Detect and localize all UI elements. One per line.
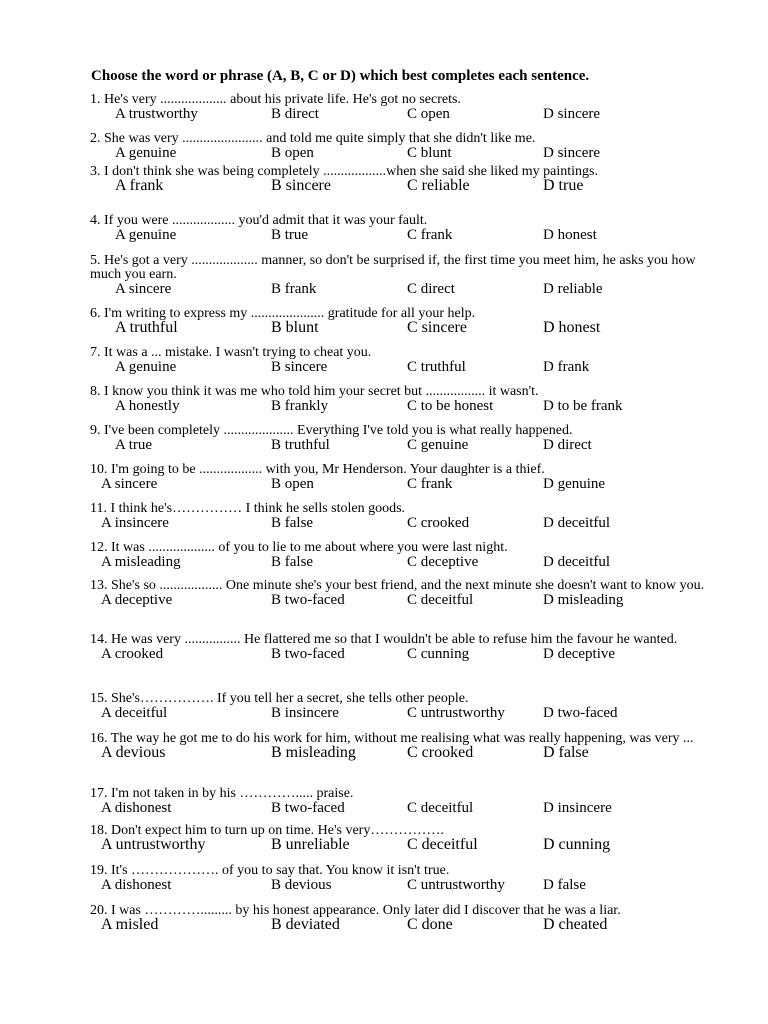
question-stem: 3. I don't think she was being completely ..................when she said she liked my paintings. [90,164,599,179]
answer-option-d: D insincere [543,800,612,816]
answer-option-d: D frank [543,359,590,375]
option-row [90,477,708,494]
answer-option-a: A misled [101,916,159,933]
question-stem: 20. I was …………......... by his honest appearance. Only later did I discover that he was a liar. [90,903,621,918]
answer-option-a: A truthful [115,319,178,336]
answer-option-b: B misleading [271,744,356,761]
answer-option-c: C to be honest [407,398,494,414]
option-row [90,555,708,572]
answer-option-c: C untrustworthy [407,877,505,893]
question-item [90,824,708,855]
answer-option-c: C deceitful [407,800,474,816]
answer-option-c: C blunt [407,145,452,161]
answer-option-b: B two-faced [271,592,345,608]
answer-option-b: B insincere [271,705,339,721]
answer-option-a: A deceptive [101,592,173,608]
question-stem: 12. It was ................... of you to lie to me about where you were last night. [90,540,508,555]
question-item [90,692,708,723]
option-row [90,360,708,377]
question-stem: 19. It's ………………. of you to say that. You know it isn't true. [90,863,450,878]
question-stem: 8. I know you think it was me who told him your secret but ................. it wasn't. [90,384,539,399]
question-item [90,579,708,610]
answer-option-d: D two-faced [543,705,618,721]
answer-option-b: B direct [271,106,319,122]
answer-option-b: B two-faced [271,646,345,662]
answer-option-b: B frank [271,281,317,297]
question-item [90,385,708,416]
answer-option-c: C direct [407,281,455,297]
answer-option-a: A true [115,437,153,453]
question-item [90,541,708,572]
answer-option-b: B unreliable [271,836,350,853]
answer-option-d: D misleading [543,592,624,608]
answer-option-b: B false [271,515,314,531]
question-item [90,165,708,196]
question-item [90,463,708,494]
answer-option-b: B blunt [271,319,319,336]
question-item [90,633,708,664]
answer-option-d: D genuine [543,476,606,492]
answer-option-a: A devious [101,744,166,761]
question-stem: 15. She's……………. If you tell her a secret, she tells other people. [90,691,469,706]
option-row [90,179,708,196]
question-stem: 9. I've been completely .................... Everything I've told you is what really happened. [90,423,573,438]
answer-option-c: C untrustworthy [407,705,505,721]
answer-option-a: A deceitful [101,705,168,721]
answer-option-a: A sincere [115,281,172,297]
question-stem: 2. She was very ....................... and told me quite simply that she didn't like me. [90,131,536,146]
answer-option-c: C done [407,916,453,933]
option-row [90,593,708,610]
answer-option-b: B frankly [271,398,329,414]
answer-option-b: B false [271,554,314,570]
answer-option-d: D false [543,877,586,893]
answer-option-c: C open [407,106,450,122]
answer-option-d: D sincere [543,145,601,161]
answer-option-c: C crooked [407,744,474,761]
option-row [90,321,708,338]
answer-option-c: C deceitful [407,592,474,608]
page-title: Choose the word or phrase (A, B, C or D) which best completes each sentence. [91,68,590,84]
answer-option-a: A untrustworthy [101,836,206,853]
question-stem: 18. Don't expect him to turn up on time. He's very……………. [90,823,444,838]
option-row [90,516,708,533]
answer-option-c: C sincere [407,319,467,336]
option-row [90,146,708,163]
answer-option-c: C reliable [407,177,470,194]
option-row [90,801,708,818]
answer-option-a: A dishonest [101,877,172,893]
answer-option-d: D deceitful [543,515,611,531]
question-item [90,864,708,895]
option-row [90,878,708,895]
answer-option-d: D honest [543,227,597,243]
answer-option-a: A crooked [101,646,164,662]
question-stem: 16. The way he got me to do his work for him, without me realising what was really happening, was very ... [90,731,694,746]
answer-option-d: D reliable [543,281,603,297]
answer-option-d: D honest [543,319,601,336]
answer-option-c: C genuine [407,437,469,453]
question-item [90,307,708,338]
question-item [90,93,708,124]
answer-option-d: D cheated [543,916,608,933]
answer-option-a: A dishonest [101,800,172,816]
option-row [90,918,708,935]
answer-option-d: D direct [543,437,592,453]
answer-option-d: D deceitful [543,554,611,570]
answer-option-b: B open [271,145,314,161]
answer-option-b: B devious [271,877,332,893]
question-stem: 11. I think he's…………… I think he sells stolen goods. [90,501,406,516]
answer-option-b: B truthful [271,437,330,453]
answer-option-a: A frank [115,177,164,194]
question-stem: 5. He's got a very ................... manner, so don't be surprised if, the first time you meet him, he asks you how much you earn. [90,253,696,282]
question-item [90,132,708,163]
option-row [90,838,708,855]
question-stem: 14. He was very ................ He flattered me so that I wouldn't be able to refuse him the favour he wanted. [90,632,678,647]
answer-option-a: A insincere [101,515,169,531]
answer-option-b: B true [271,227,309,243]
answer-option-d: D to be frank [543,398,623,414]
question-item [90,424,708,455]
question-stem: 6. I'm writing to express my ..................... gratitude for all your help. [90,306,476,321]
answer-option-a: A genuine [115,145,177,161]
answer-option-b: B deviated [271,916,340,933]
option-row [90,706,708,723]
answer-option-a: A genuine [115,227,177,243]
question-item [90,732,708,763]
answer-option-a: A trustworthy [115,106,198,122]
question-item [90,787,708,818]
question-stem: 7. It was a ... mistake. I wasn't trying to cheat you. [90,345,372,360]
answer-option-c: C frank [407,227,453,243]
answer-option-d: D false [543,744,589,761]
question-stem: 17. I'm not taken in by his …………..... praise. [90,786,354,801]
answer-option-c: C crooked [407,515,470,531]
answer-option-b: B sincere [271,177,331,194]
answer-option-b: B two-faced [271,800,345,816]
question-item [90,904,708,935]
question-stem: 4. If you were .................. you'd admit that it was your fault. [90,213,428,228]
question-stem: 13. She's so .................. One minute she's your best friend, and the next minute she doesn't want to know you. [90,578,705,593]
answer-option-a: A honestly [115,398,180,414]
answer-option-c: C truthful [407,359,466,375]
answer-option-a: A sincere [101,476,158,492]
answer-option-d: D deceptive [543,646,616,662]
answer-option-c: C deceitful [407,836,478,853]
answer-option-a: A genuine [115,359,177,375]
answer-option-d: D true [543,177,584,194]
option-row [90,282,708,299]
question-item [90,502,708,533]
question-item [90,346,708,377]
question-stem: 10. I'm going to be .................. with you, Mr Henderson. Your daughter is a thief. [90,462,545,477]
question-item [90,254,708,299]
option-row [90,746,708,763]
question-item [90,214,708,245]
option-row [90,647,708,664]
option-row [90,228,708,245]
answer-option-d: D cunning [543,836,611,853]
option-row [90,399,708,416]
answer-option-c: C cunning [407,646,470,662]
answer-option-c: C deceptive [407,554,479,570]
option-row [90,438,708,455]
answer-option-d: D sincere [543,106,601,122]
answer-option-b: B sincere [271,359,328,375]
question-stem: 1. He's very ................... about his private life. He's got no secrets. [90,92,461,107]
answer-option-a: A misleading [101,554,181,570]
answer-option-c: C frank [407,476,453,492]
option-row [90,107,708,124]
answer-option-b: B open [271,476,314,492]
